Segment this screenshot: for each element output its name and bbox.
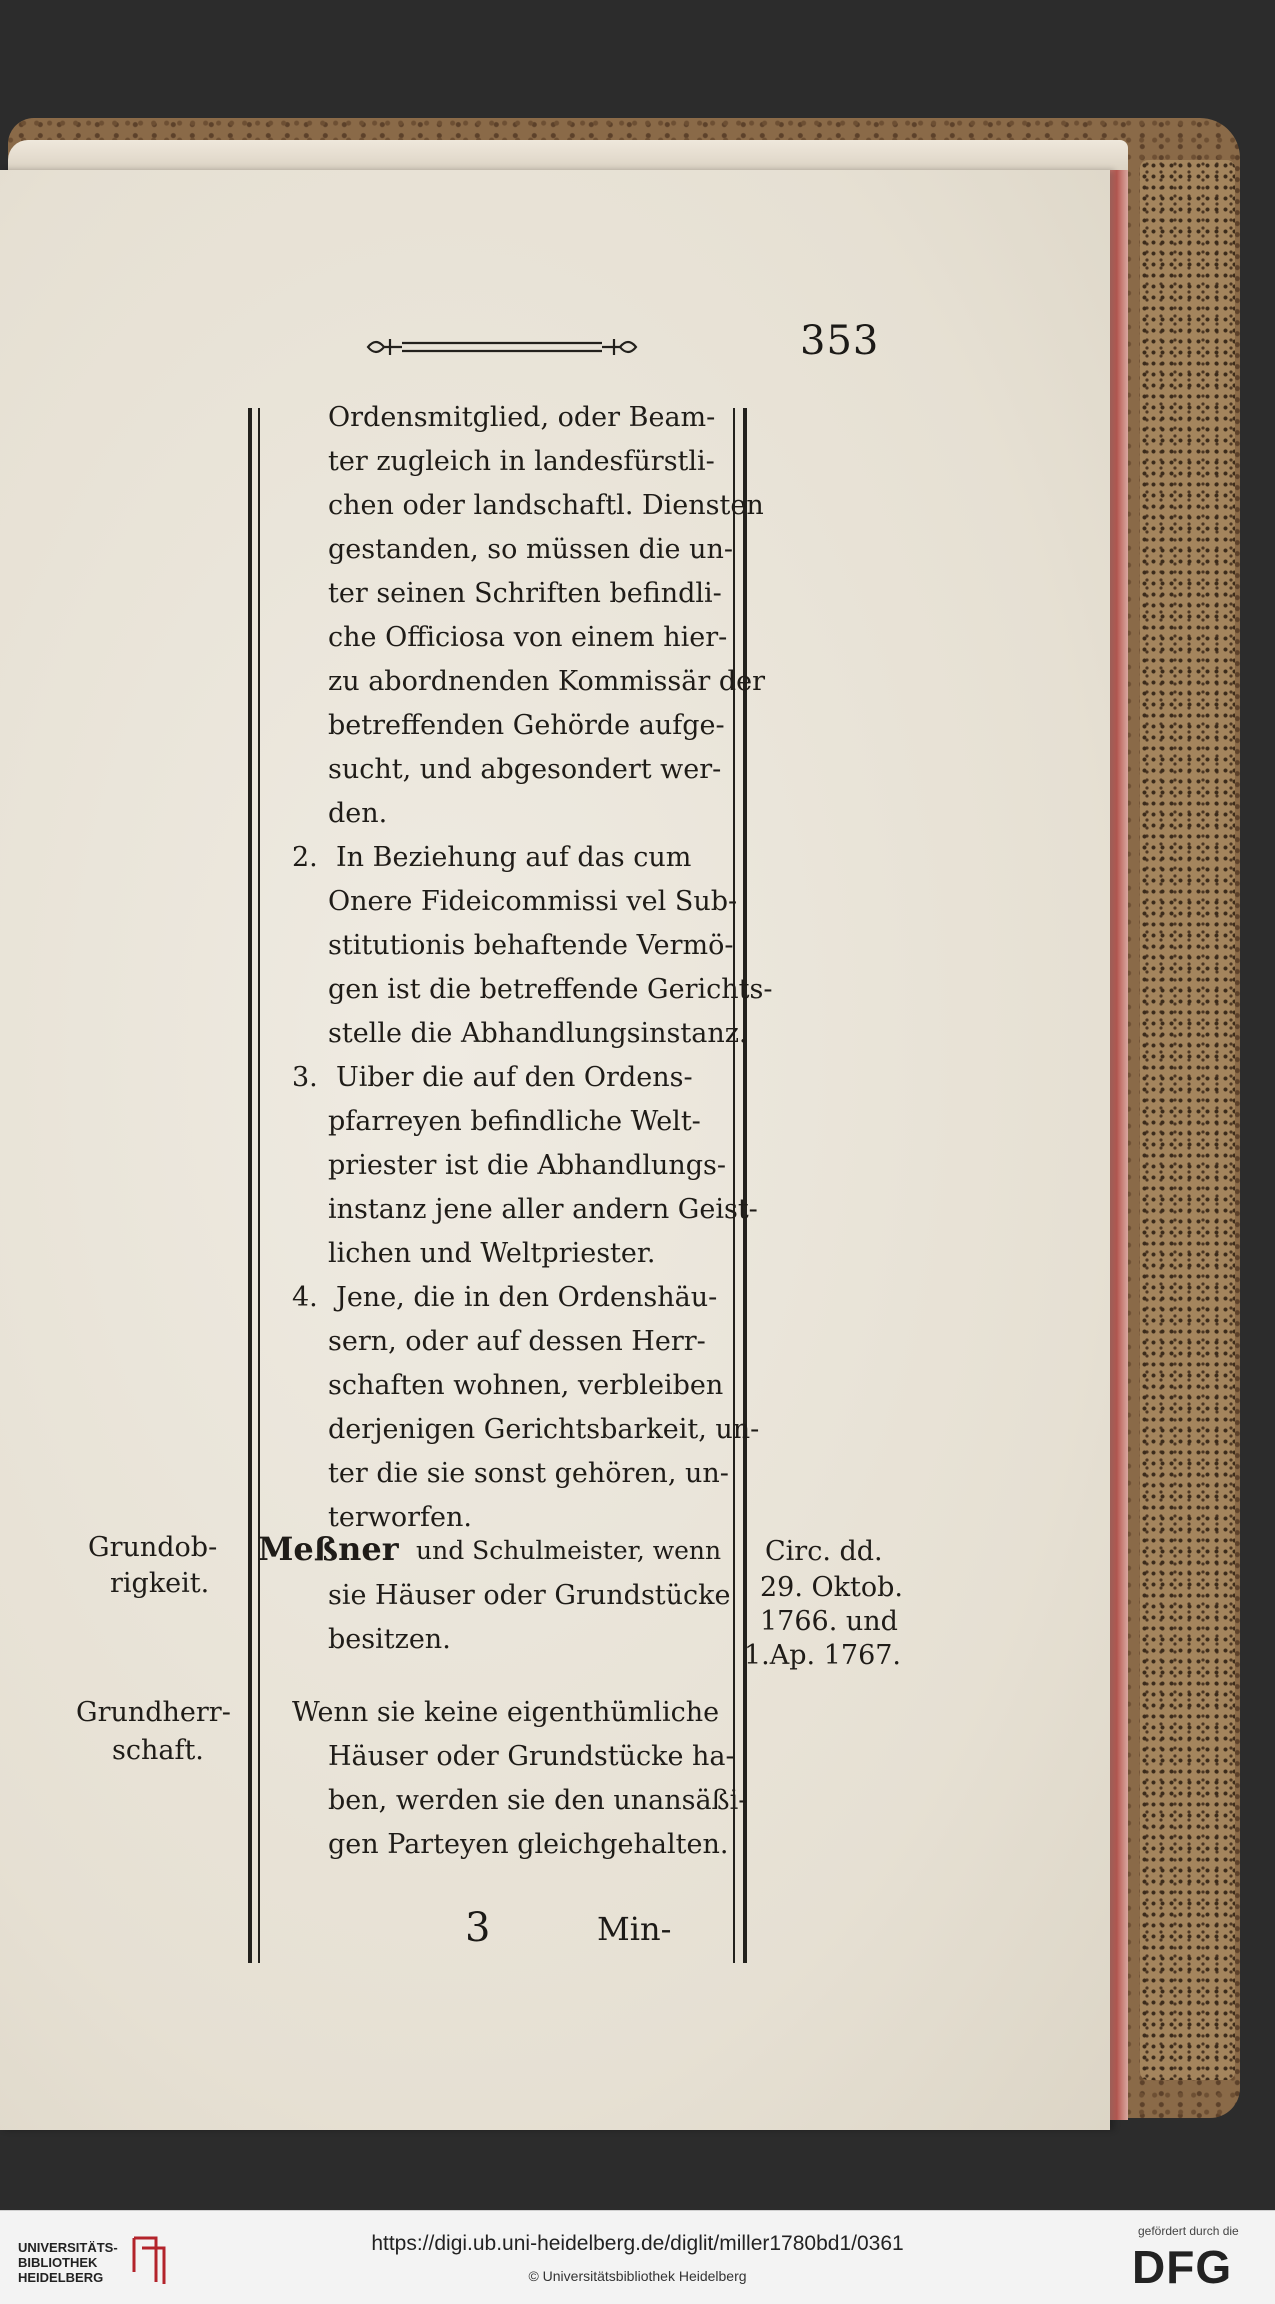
left-column-rule-inner [258, 408, 260, 1963]
dfg-logo[interactable]: DFG [1132, 2241, 1233, 2293]
text-line: sie Häuser oder Grundstücke [328, 1580, 731, 1611]
item-number: 2. [292, 842, 318, 873]
logo-line: BIBLIOTHEK [18, 2255, 98, 2270]
signature-mark: 3 [465, 1905, 491, 1951]
text-line: besitzen. [328, 1624, 451, 1655]
margin-note-circular: Circ. dd. [765, 1536, 883, 1567]
dfg-caption: gefördert durch die [1138, 2224, 1239, 2238]
text-line: sern, oder auf dessen Herr- [328, 1326, 706, 1357]
text-line: Jene, die in den Ordenshäu- [336, 1282, 718, 1313]
text-line: sucht, und abgesondert wer- [328, 754, 722, 785]
text-line: In Beziehung auf das cum [336, 842, 692, 873]
text-line: stitutionis behaftende Vermö- [328, 930, 734, 961]
margin-note-circular-3: 1766. und [760, 1606, 898, 1637]
text-line: instanz jene aller andern Geist- [328, 1194, 758, 1225]
text-line: betreffenden Gehörde aufge- [328, 710, 725, 741]
text-line: chen oder landschaftl. Diensten [328, 490, 764, 521]
right-column-rule [743, 408, 747, 1963]
text-line: ter die sie sonst gehören, un- [328, 1458, 729, 1489]
text-line: stelle die Abhandlungsinstanz. [328, 1018, 748, 1049]
text-line: priester ist die Abhandlungs- [328, 1150, 726, 1181]
text-line: gestanden, so müssen die un- [328, 534, 733, 565]
text-line: Häuser oder Grundstücke ha- [328, 1741, 735, 1772]
text-line: lichen und Weltpriester. [328, 1238, 656, 1269]
catchword: Min- [597, 1910, 672, 1948]
text-line: Ordensmitglied, oder Beam- [328, 402, 716, 433]
text-line: schaften wohnen, verbleiben [328, 1370, 724, 1401]
margin-note-circular-2: 29. Oktob. [760, 1572, 903, 1603]
margin-note-grundherrschaft: Grundherr- [76, 1697, 231, 1728]
text-line: Onere Fideicommissi vel Sub- [328, 886, 738, 917]
section-lead: Meßner [258, 1530, 399, 1568]
margin-note-grundobrigkeit: Grundob- [88, 1532, 218, 1563]
text-line: gen Parteyen gleichgehalten. [328, 1829, 729, 1860]
item-number: 4. [292, 1282, 318, 1313]
right-column-rule-inner [733, 408, 735, 1963]
margin-note-circular-4: 1.Ap. 1767. [744, 1640, 902, 1671]
text-line: zu abordnenden Kommissär der [328, 666, 766, 697]
item-number: 3. [292, 1062, 318, 1093]
copyright-notice: © Universitätsbibliothek Heidelberg [528, 2268, 747, 2284]
text-line: Wenn sie keine eigenthümliche [292, 1697, 720, 1728]
margin-note-grundobrigkeit-2: rigkeit. [110, 1568, 210, 1599]
left-column-rule [248, 408, 252, 1963]
viewer-footer [0, 2210, 1275, 2304]
text-line: ter zugleich in landesfürstli- [328, 446, 715, 477]
page-number: 353 [800, 318, 880, 364]
text-line: ben, werden sie den unansäßi- [328, 1785, 748, 1816]
header-ornament [362, 335, 642, 359]
text-line: den. [328, 798, 388, 829]
text-line: gen ist die betreffende Gerichts- [328, 974, 773, 1005]
text-line: und Schulmeister, wenn [416, 1536, 722, 1565]
logo-line: HEIDELBERG [18, 2270, 104, 2285]
text-line: Uiber die auf den Ordens- [336, 1062, 693, 1093]
margin-note-grundherrschaft-2: schaft. [112, 1735, 204, 1766]
text-line: terworfen. [328, 1502, 472, 1533]
page-url[interactable]: https://digi.ub.uni-heidelberg.de/diglit/miller1780bd1/0361 [371, 2232, 904, 2255]
text-line: derjenigen Gerichtsbarkeit, un- [328, 1414, 760, 1445]
logo-line: UNIVERSITÄTS- [18, 2240, 118, 2255]
text-line: che Officiosa von einem hier- [328, 622, 728, 653]
text-line: pfarreyen befindliche Welt- [328, 1106, 701, 1137]
marbled-cover-edge [1140, 160, 1235, 2080]
text-line: ter seinen Schriften befindli- [328, 578, 722, 609]
